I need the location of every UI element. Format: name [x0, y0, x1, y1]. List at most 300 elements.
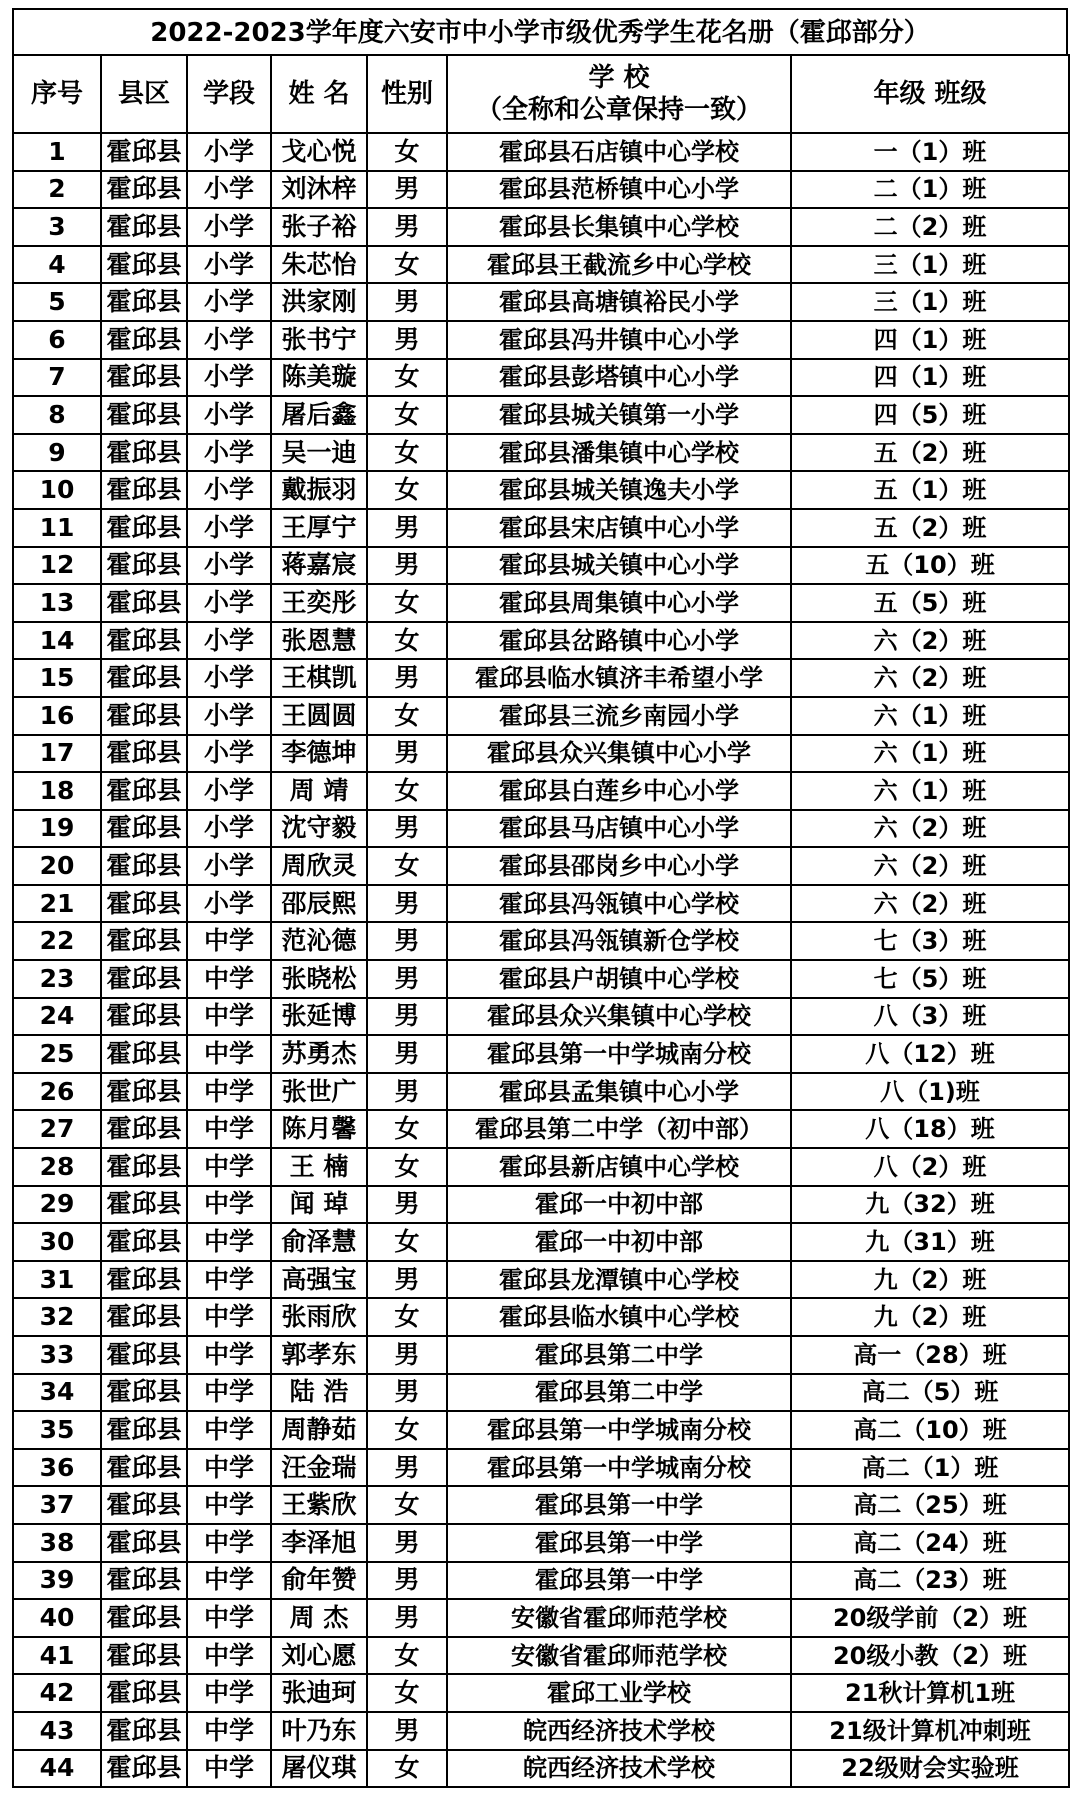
cell-gender: 男 — [367, 1186, 447, 1224]
table-row — [13, 1073, 1069, 1111]
cell-gender: 男 — [367, 1562, 447, 1600]
cell-name: 闻 琸 — [271, 1186, 367, 1224]
cell-gender: 男 — [367, 1261, 447, 1299]
cell-no: 37 — [13, 1486, 101, 1524]
cell-name: 周欣灵 — [271, 847, 367, 885]
cell-level: 中学 — [187, 998, 271, 1036]
cell-county: 霍邱县 — [101, 1674, 187, 1712]
cell-no: 22 — [13, 922, 101, 960]
cell-level: 中学 — [187, 1261, 271, 1299]
cell-school: 安徽省霍邱师范学校 — [447, 1599, 791, 1637]
cell-school: 霍邱县周集镇中心小学 — [447, 584, 791, 622]
cell-class: 二（1）班 — [791, 171, 1069, 209]
cell-class: 高二（10）班 — [791, 1411, 1069, 1449]
cell-class: 21级计算机冲刺班 — [791, 1712, 1069, 1750]
table-row — [13, 810, 1069, 848]
cell-county: 霍邱县 — [101, 1298, 187, 1336]
cell-gender: 男 — [367, 208, 447, 246]
cell-class: 六（2）班 — [791, 847, 1069, 885]
cell-name: 张晓松 — [271, 960, 367, 998]
table-row — [13, 547, 1069, 585]
cell-gender: 男 — [367, 735, 447, 773]
cell-no: 29 — [13, 1186, 101, 1224]
cell-level: 小学 — [187, 584, 271, 622]
cell-gender: 男 — [367, 1599, 447, 1637]
cell-no: 6 — [13, 321, 101, 359]
cell-school: 霍邱县第一中学城南分校 — [447, 1449, 791, 1487]
cell-name: 邵辰熙 — [271, 885, 367, 923]
cell-name: 洪家刚 — [271, 283, 367, 321]
cell-county: 霍邱县 — [101, 434, 187, 472]
cell-no: 30 — [13, 1223, 101, 1261]
cell-class: 高二（24）班 — [791, 1524, 1069, 1562]
cell-level: 中学 — [187, 1298, 271, 1336]
cell-school: 皖西经济技术学校 — [447, 1712, 791, 1750]
cell-no: 17 — [13, 735, 101, 773]
cell-no: 5 — [13, 283, 101, 321]
cell-no: 25 — [13, 1035, 101, 1073]
cell-name: 戈心悦 — [271, 133, 367, 171]
table-row — [13, 659, 1069, 697]
table-row — [13, 960, 1069, 998]
cell-county: 霍邱县 — [101, 885, 187, 923]
cell-school: 霍邱县户胡镇中心学校 — [447, 960, 791, 998]
cell-gender: 男 — [367, 1524, 447, 1562]
cell-class: 八（18）班 — [791, 1110, 1069, 1148]
cell-county: 霍邱县 — [101, 1035, 187, 1073]
table-row — [13, 246, 1069, 284]
cell-level: 中学 — [187, 1186, 271, 1224]
table-row — [13, 133, 1069, 171]
cell-level: 中学 — [187, 1524, 271, 1562]
cell-school: 霍邱县冯井镇中心小学 — [447, 321, 791, 359]
cell-gender: 女 — [367, 847, 447, 885]
cell-county: 霍邱县 — [101, 1562, 187, 1600]
cell-school: 霍邱县冯瓴镇新仓学校 — [447, 922, 791, 960]
table-row — [13, 1562, 1069, 1600]
header-school — [447, 55, 791, 133]
cell-name: 汪金瑞 — [271, 1449, 367, 1487]
cell-no: 7 — [13, 359, 101, 397]
cell-name: 屠后鑫 — [271, 396, 367, 434]
cell-gender: 男 — [367, 1035, 447, 1073]
cell-no: 32 — [13, 1298, 101, 1336]
cell-level: 小学 — [187, 735, 271, 773]
cell-level: 小学 — [187, 434, 271, 472]
cell-no: 16 — [13, 697, 101, 735]
cell-no: 40 — [13, 1599, 101, 1637]
cell-county: 霍邱县 — [101, 1750, 187, 1788]
cell-name: 朱芯怡 — [271, 246, 367, 284]
cell-class: 一（1）班 — [791, 133, 1069, 171]
cell-county: 霍邱县 — [101, 471, 187, 509]
cell-county: 霍邱县 — [101, 772, 187, 810]
table-row — [13, 1449, 1069, 1487]
cell-level: 中学 — [187, 1073, 271, 1111]
header-class: 年级 班级 — [791, 55, 1069, 133]
table-row — [13, 847, 1069, 885]
cell-school: 霍邱县城关镇中心小学 — [447, 547, 791, 585]
cell-class: 二（2）班 — [791, 208, 1069, 246]
cell-level: 中学 — [187, 1148, 271, 1186]
table-row — [13, 1750, 1069, 1788]
table-row — [13, 208, 1069, 246]
cell-gender: 男 — [367, 659, 447, 697]
cell-name: 刘沐梓 — [271, 171, 367, 209]
cell-no: 13 — [13, 584, 101, 622]
cell-no: 11 — [13, 509, 101, 547]
cell-gender: 女 — [367, 1298, 447, 1336]
cell-level: 小学 — [187, 509, 271, 547]
table-row — [13, 171, 1069, 209]
header-no: 序号 — [13, 55, 101, 133]
cell-name: 张恩慧 — [271, 622, 367, 660]
cell-name: 叶乃东 — [271, 1712, 367, 1750]
table-row — [13, 359, 1069, 397]
cell-class: 六（1）班 — [791, 735, 1069, 773]
cell-name: 高强宝 — [271, 1261, 367, 1299]
cell-school: 霍邱县龙潭镇中心学校 — [447, 1261, 791, 1299]
cell-level: 小学 — [187, 246, 271, 284]
cell-gender: 男 — [367, 1374, 447, 1412]
table-row — [13, 1674, 1069, 1712]
cell-county: 霍邱县 — [101, 697, 187, 735]
cell-level: 中学 — [187, 960, 271, 998]
cell-level: 中学 — [187, 1712, 271, 1750]
cell-school: 霍邱县潘集镇中心学校 — [447, 434, 791, 472]
cell-no: 41 — [13, 1637, 101, 1675]
cell-name: 王 楠 — [271, 1148, 367, 1186]
cell-school: 霍邱县第二中学（初中部） — [447, 1110, 791, 1148]
cell-school: 霍邱县邵岗乡中心小学 — [447, 847, 791, 885]
cell-county: 霍邱县 — [101, 1148, 187, 1186]
cell-county: 霍邱县 — [101, 622, 187, 660]
cell-county: 霍邱县 — [101, 1637, 187, 1675]
cell-school: 霍邱县众兴集镇中心小学 — [447, 735, 791, 773]
cell-class: 五（2）班 — [791, 509, 1069, 547]
cell-name: 李德坤 — [271, 735, 367, 773]
cell-level: 中学 — [187, 1336, 271, 1374]
table-header — [13, 55, 1069, 133]
cell-county: 霍邱县 — [101, 1110, 187, 1148]
cell-level: 小学 — [187, 208, 271, 246]
cell-county: 霍邱县 — [101, 1486, 187, 1524]
table-row — [13, 1110, 1069, 1148]
cell-school: 霍邱县高塘镇裕民小学 — [447, 283, 791, 321]
cell-no: 43 — [13, 1712, 101, 1750]
cell-school: 霍邱县岔路镇中心小学 — [447, 622, 791, 660]
cell-county: 霍邱县 — [101, 246, 187, 284]
cell-no: 42 — [13, 1674, 101, 1712]
cell-county: 霍邱县 — [101, 584, 187, 622]
cell-no: 9 — [13, 434, 101, 472]
cell-county: 霍邱县 — [101, 1374, 187, 1412]
cell-name: 郭孝东 — [271, 1336, 367, 1374]
table-row — [13, 1486, 1069, 1524]
cell-county: 霍邱县 — [101, 1223, 187, 1261]
cell-level: 中学 — [187, 1411, 271, 1449]
cell-no: 4 — [13, 246, 101, 284]
cell-name: 屠仪琪 — [271, 1750, 367, 1788]
cell-county: 霍邱县 — [101, 133, 187, 171]
cell-gender: 女 — [367, 1750, 447, 1788]
cell-school: 霍邱县第二中学 — [447, 1374, 791, 1412]
cell-class: 五（10）班 — [791, 547, 1069, 585]
cell-name: 张子裕 — [271, 208, 367, 246]
header-name: 姓 名 — [271, 55, 367, 133]
cell-name: 周 杰 — [271, 1599, 367, 1637]
cell-class: 八（3）班 — [791, 998, 1069, 1036]
cell-gender: 男 — [367, 1449, 447, 1487]
cell-no: 35 — [13, 1411, 101, 1449]
cell-gender: 男 — [367, 885, 447, 923]
cell-name: 戴振羽 — [271, 471, 367, 509]
cell-name: 张书宁 — [271, 321, 367, 359]
cell-class: 高二（5）班 — [791, 1374, 1069, 1412]
cell-level: 小学 — [187, 885, 271, 923]
cell-gender: 男 — [367, 1336, 447, 1374]
cell-county: 霍邱县 — [101, 960, 187, 998]
cell-county: 霍邱县 — [101, 396, 187, 434]
cell-gender: 男 — [367, 1712, 447, 1750]
cell-no: 12 — [13, 547, 101, 585]
table-row — [13, 885, 1069, 923]
cell-level: 小学 — [187, 471, 271, 509]
cell-level: 中学 — [187, 1110, 271, 1148]
cell-school: 霍邱县冯瓴镇中心学校 — [447, 885, 791, 923]
cell-school: 霍邱县第二中学 — [447, 1336, 791, 1374]
cell-class: 九（32）班 — [791, 1186, 1069, 1224]
header-level: 学段 — [187, 55, 271, 133]
cell-class: 八（2）班 — [791, 1148, 1069, 1186]
cell-class: 六（2）班 — [791, 810, 1069, 848]
cell-name: 王厚宁 — [271, 509, 367, 547]
cell-level: 小学 — [187, 396, 271, 434]
cell-class: 五（1）班 — [791, 471, 1069, 509]
cell-county: 霍邱县 — [101, 810, 187, 848]
cell-county: 霍邱县 — [101, 1073, 187, 1111]
cell-county: 霍邱县 — [101, 1186, 187, 1224]
document-title: 2022-2023学年度六安市中小学市级优秀学生花名册（霍邱部分） — [12, 8, 1068, 54]
cell-county: 霍邱县 — [101, 509, 187, 547]
cell-gender: 男 — [367, 1073, 447, 1111]
cell-name: 蒋嘉宸 — [271, 547, 367, 585]
cell-class: 高二（23）班 — [791, 1562, 1069, 1600]
cell-no: 36 — [13, 1449, 101, 1487]
header-row — [13, 55, 1069, 133]
cell-gender: 男 — [367, 960, 447, 998]
table-row — [13, 1186, 1069, 1224]
table-row — [13, 772, 1069, 810]
cell-no: 38 — [13, 1524, 101, 1562]
cell-level: 中学 — [187, 1750, 271, 1788]
cell-gender: 女 — [367, 434, 447, 472]
table-row — [13, 1411, 1069, 1449]
table-row — [13, 1637, 1069, 1675]
roster-sheet — [12, 8, 1068, 1788]
cell-school: 霍邱县王截流乡中心学校 — [447, 246, 791, 284]
cell-level: 中学 — [187, 922, 271, 960]
cell-level: 小学 — [187, 283, 271, 321]
cell-gender: 男 — [367, 998, 447, 1036]
cell-class: 三（1）班 — [791, 246, 1069, 284]
cell-gender: 女 — [367, 1110, 447, 1148]
cell-no: 24 — [13, 998, 101, 1036]
cell-name: 吴一迪 — [271, 434, 367, 472]
cell-name: 李泽旭 — [271, 1524, 367, 1562]
cell-level: 中学 — [187, 1223, 271, 1261]
table-row — [13, 922, 1069, 960]
cell-name: 陈月馨 — [271, 1110, 367, 1148]
cell-gender: 女 — [367, 772, 447, 810]
cell-gender: 女 — [367, 471, 447, 509]
cell-class: 21秋计算机1班 — [791, 1674, 1069, 1712]
cell-class: 七（5）班 — [791, 960, 1069, 998]
cell-name: 王紫欣 — [271, 1486, 367, 1524]
table-row — [13, 1035, 1069, 1073]
cell-class: 六（2）班 — [791, 885, 1069, 923]
cell-name: 俞年赞 — [271, 1562, 367, 1600]
cell-class: 九（2）班 — [791, 1261, 1069, 1299]
cell-name: 王奕彤 — [271, 584, 367, 622]
cell-class: 七（3）班 — [791, 922, 1069, 960]
cell-level: 小学 — [187, 772, 271, 810]
cell-no: 8 — [13, 396, 101, 434]
table-row — [13, 509, 1069, 547]
cell-no: 20 — [13, 847, 101, 885]
cell-no: 23 — [13, 960, 101, 998]
cell-name: 刘心愿 — [271, 1637, 367, 1675]
cell-class: 八（1)班 — [791, 1073, 1069, 1111]
cell-county: 霍邱县 — [101, 1411, 187, 1449]
table-row — [13, 998, 1069, 1036]
table-row — [13, 1524, 1069, 1562]
cell-no: 14 — [13, 622, 101, 660]
cell-gender: 女 — [367, 396, 447, 434]
cell-gender: 女 — [367, 246, 447, 284]
cell-no: 18 — [13, 772, 101, 810]
cell-no: 27 — [13, 1110, 101, 1148]
table-row — [13, 283, 1069, 321]
cell-class: 四（1）班 — [791, 321, 1069, 359]
cell-class: 五（2）班 — [791, 434, 1069, 472]
cell-county: 霍邱县 — [101, 171, 187, 209]
cell-school: 霍邱县城关镇逸夫小学 — [447, 471, 791, 509]
cell-no: 1 — [13, 133, 101, 171]
cell-gender: 女 — [367, 133, 447, 171]
cell-gender: 男 — [367, 547, 447, 585]
cell-county: 霍邱县 — [101, 1524, 187, 1562]
header-school-line2: （全称和公章保持一致） — [475, 95, 762, 125]
cell-name: 张世广 — [271, 1073, 367, 1111]
cell-name: 周静茹 — [271, 1411, 367, 1449]
cell-school: 霍邱县彭塔镇中心小学 — [447, 359, 791, 397]
cell-name: 范沁德 — [271, 922, 367, 960]
cell-no: 33 — [13, 1336, 101, 1374]
cell-class: 高一（28）班 — [791, 1336, 1069, 1374]
cell-level: 小学 — [187, 171, 271, 209]
cell-no: 3 — [13, 208, 101, 246]
cell-no: 10 — [13, 471, 101, 509]
cell-class: 四（1）班 — [791, 359, 1069, 397]
cell-county: 霍邱县 — [101, 1261, 187, 1299]
cell-gender: 女 — [367, 1486, 447, 1524]
cell-class: 20级小教（2）班 — [791, 1637, 1069, 1675]
table-row — [13, 396, 1069, 434]
table-body — [13, 133, 1069, 1787]
table-row — [13, 1336, 1069, 1374]
table-row — [13, 471, 1069, 509]
table-row — [13, 321, 1069, 359]
cell-no: 21 — [13, 885, 101, 923]
cell-school: 霍邱县第一中学城南分校 — [447, 1035, 791, 1073]
cell-name: 陈美璇 — [271, 359, 367, 397]
cell-name: 苏勇杰 — [271, 1035, 367, 1073]
table-row — [13, 1298, 1069, 1336]
cell-county: 霍邱县 — [101, 1336, 187, 1374]
cell-county: 霍邱县 — [101, 283, 187, 321]
cell-gender: 女 — [367, 622, 447, 660]
cell-school: 霍邱县众兴集镇中心学校 — [447, 998, 791, 1036]
cell-school: 霍邱县临水镇中心学校 — [447, 1298, 791, 1336]
cell-school: 皖西经济技术学校 — [447, 1750, 791, 1788]
cell-level: 中学 — [187, 1486, 271, 1524]
cell-name: 王棋凯 — [271, 659, 367, 697]
cell-county: 霍邱县 — [101, 1712, 187, 1750]
cell-class: 六（1）班 — [791, 697, 1069, 735]
table-row — [13, 1148, 1069, 1186]
table-row — [13, 1261, 1069, 1299]
cell-level: 小学 — [187, 622, 271, 660]
table-row — [13, 434, 1069, 472]
cell-no: 31 — [13, 1261, 101, 1299]
cell-class: 八（12）班 — [791, 1035, 1069, 1073]
cell-school: 霍邱一中初中部 — [447, 1223, 791, 1261]
cell-class: 六（2）班 — [791, 622, 1069, 660]
cell-level: 中学 — [187, 1599, 271, 1637]
cell-school: 霍邱县石店镇中心学校 — [447, 133, 791, 171]
table-row — [13, 735, 1069, 773]
cell-level: 小学 — [187, 659, 271, 697]
cell-school: 霍邱县第一中学 — [447, 1524, 791, 1562]
cell-level: 中学 — [187, 1674, 271, 1712]
cell-no: 2 — [13, 171, 101, 209]
table-row — [13, 1223, 1069, 1261]
cell-gender: 男 — [367, 171, 447, 209]
cell-school: 安徽省霍邱师范学校 — [447, 1637, 791, 1675]
cell-level: 中学 — [187, 1637, 271, 1675]
cell-school: 霍邱县临水镇济丰希望小学 — [447, 659, 791, 697]
cell-gender: 女 — [367, 584, 447, 622]
cell-gender: 女 — [367, 359, 447, 397]
cell-class: 五（5）班 — [791, 584, 1069, 622]
cell-name: 周 靖 — [271, 772, 367, 810]
cell-county: 霍邱县 — [101, 922, 187, 960]
cell-gender: 男 — [367, 321, 447, 359]
cell-level: 中学 — [187, 1035, 271, 1073]
cell-school: 霍邱县孟集镇中心小学 — [447, 1073, 791, 1111]
cell-school: 霍邱县第一中学 — [447, 1486, 791, 1524]
cell-no: 44 — [13, 1750, 101, 1788]
cell-school: 霍邱县宋店镇中心小学 — [447, 509, 791, 547]
cell-county: 霍邱县 — [101, 1599, 187, 1637]
roster-table — [12, 54, 1070, 1788]
cell-school: 霍邱县城关镇第一小学 — [447, 396, 791, 434]
cell-level: 小学 — [187, 133, 271, 171]
cell-level: 小学 — [187, 697, 271, 735]
cell-class: 20级学前（2）班 — [791, 1599, 1069, 1637]
cell-gender: 女 — [367, 1637, 447, 1675]
